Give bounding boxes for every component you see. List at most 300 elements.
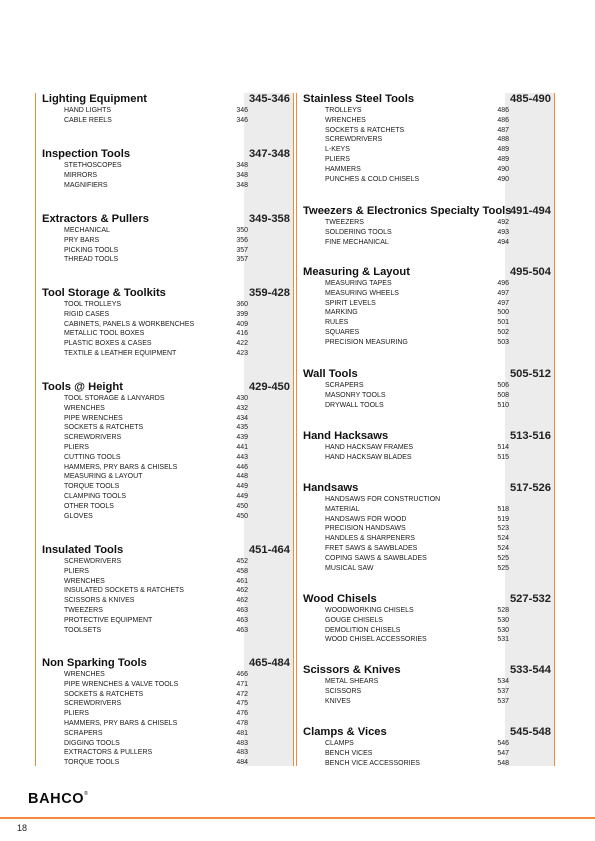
- entry-page-number: 548: [497, 759, 509, 767]
- entry-page-number: 430: [236, 395, 248, 402]
- entry-label: WRENCHES: [325, 116, 366, 124]
- toc-entry: [64, 699, 248, 709]
- entry-page-number: 496: [497, 280, 509, 287]
- entry-page-number: 476: [236, 710, 248, 718]
- section-title: Measuring & Layout: [303, 266, 410, 278]
- toc-entry: [325, 328, 509, 338]
- toc-entry: [64, 181, 248, 191]
- entry-page-number: 503: [497, 338, 509, 346]
- entry-page-number: 493: [497, 228, 509, 236]
- entry-label: MUSICAL SAW: [325, 564, 374, 572]
- entry-label: STETHOSCOPES: [64, 162, 122, 169]
- entry-page-number: 452: [236, 558, 248, 565]
- entry-label: METAL SHEARS: [325, 678, 379, 685]
- section-page-range: 359-428: [248, 287, 290, 299]
- entry-page-number: 472: [236, 690, 248, 698]
- section-item-list: [325, 443, 509, 463]
- entry-label: MASONRY TOOLS: [325, 391, 386, 399]
- entry-label: SPIRIT LEVELS: [325, 299, 376, 307]
- entry-page-number: 463: [236, 606, 248, 614]
- entry-page-number: 537: [497, 697, 509, 705]
- toc-entry: [64, 423, 248, 433]
- entry-page-number: 525: [497, 554, 509, 562]
- toc-entry: [325, 338, 509, 348]
- entry-label: PIPE WRENCHES: [64, 414, 123, 422]
- entry-page-number: 439: [236, 434, 248, 442]
- entry-label: FRET SAWS & SAWBLADES: [325, 544, 418, 552]
- toc-entry: [325, 135, 509, 145]
- section-title: Stainless Steel Tools: [303, 93, 415, 105]
- entry-label: PIPE WRENCHES & VALVE TOOLS: [64, 680, 179, 688]
- entry-page-number: 518: [497, 505, 509, 513]
- section-page-range: 345-346: [248, 93, 290, 105]
- entry-label: BENCH VICES: [325, 749, 373, 757]
- toc-entry: [64, 502, 248, 512]
- toc-entry: [64, 512, 248, 522]
- toc-entry: [64, 472, 248, 482]
- entry-label: PROTECTIVE EQUIPMENT: [64, 616, 153, 624]
- entry-label: PLASTIC BOXES & CASES: [64, 340, 152, 348]
- entry-page-number: 481: [236, 729, 248, 737]
- toc-entry: [325, 308, 509, 318]
- entry-label: GLOVES: [64, 512, 93, 520]
- toc-entry: [64, 482, 248, 492]
- toc-entry: [325, 616, 509, 626]
- entry-page-number: 443: [236, 453, 248, 461]
- section-title: Lighting Equipment: [42, 93, 148, 105]
- entry-label: DIGGING TOOLS: [64, 739, 120, 747]
- section-page-range: 485-490: [509, 93, 551, 105]
- entry-label: CLAMPING TOOLS: [64, 492, 126, 500]
- section-item-list: [325, 677, 509, 706]
- entry-page-number: 531: [497, 636, 509, 644]
- entry-label: GOUGE CHISELS: [325, 616, 383, 624]
- section-item-list: [325, 495, 509, 573]
- toc-entry: [64, 171, 248, 181]
- toc-entry: [325, 318, 509, 328]
- section-title: Tool Storage & Toolkits: [42, 287, 166, 299]
- toc-entry: [325, 544, 509, 554]
- entry-label: HAND LIGHTS: [64, 107, 112, 114]
- entry-page-number: 492: [497, 219, 509, 226]
- entry-label: TWEEZERS: [64, 606, 103, 614]
- entry-label: OTHER TOOLS: [64, 502, 114, 510]
- toc-entry: [64, 690, 248, 700]
- entry-page-number: 462: [236, 587, 248, 595]
- toc-entry: [325, 515, 509, 525]
- entry-label: WOODWORKING CHISELS: [325, 607, 414, 614]
- entry-label: PLIERS: [325, 155, 350, 163]
- toc-entry: [64, 226, 248, 236]
- toc-entry: [64, 443, 248, 453]
- entry-label: MEASURING TAPES: [325, 280, 392, 287]
- entry-label: CUTTING TOOLS: [64, 453, 121, 461]
- entry-label: TOOL STORAGE & LANYARDS: [64, 395, 165, 402]
- entry-page-number: 523: [497, 525, 509, 533]
- section-page-range: 533-544: [509, 664, 551, 676]
- entry-page-number: 458: [236, 567, 248, 575]
- entry-page-number: 494: [497, 238, 509, 246]
- entry-label: BENCH VICE ACCESSORIES: [325, 759, 420, 767]
- entry-label: TOOL TROLLEYS: [64, 301, 122, 308]
- toc-entry: [325, 534, 509, 544]
- entry-label: SCREWDRIVERS: [64, 558, 122, 565]
- entry-label: THREAD TOOLS: [64, 256, 119, 264]
- toc-entry: [64, 300, 248, 310]
- entry-label: INSULATED SOCKETS & RATCHETS: [64, 587, 184, 595]
- section-title: Wood Chisels: [303, 593, 377, 605]
- section-page-range: 347-348: [248, 148, 290, 160]
- toc-entry: [325, 228, 509, 238]
- toc-entry: [325, 759, 509, 769]
- entry-page-number: 490: [497, 175, 509, 183]
- toc-entry: [325, 401, 509, 411]
- entry-page-number: 348: [236, 171, 248, 179]
- entry-page-number: 357: [236, 246, 248, 254]
- toc-entry: [64, 339, 248, 349]
- entry-label: RIGID CASES: [64, 310, 110, 318]
- section-title: Tweezers & Electronics Specialty Tools: [303, 205, 512, 217]
- column-divider: [35, 93, 36, 766]
- toc-entry: [64, 626, 248, 636]
- entry-page-number: 346: [236, 116, 248, 124]
- entry-page-number: 530: [497, 626, 509, 634]
- entry-label: L-KEYS: [325, 146, 350, 154]
- toc-entry: [325, 524, 509, 534]
- toc-entry: [64, 567, 248, 577]
- entry-label: SCREWDRIVERS: [64, 434, 122, 442]
- entry-page-number: 450: [236, 502, 248, 510]
- entry-label: WRENCHES: [64, 404, 105, 412]
- entry-page-number: 463: [236, 616, 248, 624]
- entry-page-number: 348: [236, 162, 248, 169]
- entry-label: HAND HACKSAW BLADES: [325, 453, 412, 461]
- section-title: Tools @ Height: [42, 381, 123, 393]
- entry-page-number: 356: [236, 236, 248, 244]
- entry-label: HANDSAWS FOR CONSTRUCTION MATERIAL: [325, 496, 441, 513]
- entry-label: TWEEZERS: [325, 219, 364, 226]
- section-item-list: [64, 394, 248, 521]
- entry-label: DEMOLITION CHISELS: [325, 626, 401, 634]
- toc-entry: [64, 433, 248, 443]
- toc-entry: [325, 299, 509, 309]
- entry-page-number: 546: [497, 740, 509, 747]
- footer-divider: [0, 817, 595, 819]
- section-page-range: 465-484: [248, 657, 290, 669]
- toc-entry: [64, 329, 248, 339]
- toc-entry: [325, 453, 509, 463]
- entry-label: MARKING: [325, 309, 358, 317]
- section-item-list: [325, 739, 509, 768]
- section-page-range: 517-526: [509, 482, 551, 494]
- entry-label: METALLIC TOOL BOXES: [64, 330, 145, 338]
- entry-label: SOCKETS & RATCHETS: [64, 690, 144, 698]
- entry-label: RULES: [325, 319, 349, 327]
- section-page-range: 495-504: [509, 266, 551, 278]
- entry-page-number: 489: [497, 146, 509, 154]
- toc-entry: [325, 155, 509, 165]
- toc-entry: [325, 126, 509, 136]
- toc-entry: [325, 145, 509, 155]
- toc-entry: [64, 739, 248, 749]
- entry-page-number: 449: [236, 492, 248, 500]
- entry-page-number: 500: [497, 309, 509, 317]
- entry-page-number: 547: [497, 749, 509, 757]
- entry-page-number: 435: [236, 424, 248, 432]
- entry-page-number: 466: [236, 671, 248, 678]
- toc-entry: [64, 616, 248, 626]
- entry-label: KNIVES: [325, 697, 351, 705]
- entry-label: CLAMPS: [325, 740, 354, 747]
- entry-label: FINE MECHANICAL: [325, 238, 389, 246]
- entry-label: SCISSORS: [325, 687, 362, 695]
- entry-label: TOOLSETS: [64, 626, 102, 634]
- entry-label: SCRAPERS: [325, 382, 364, 389]
- entry-label: COPING SAWS & SAWBLADES: [325, 554, 427, 562]
- entry-label: TORQUE TOOLS: [64, 759, 120, 767]
- entry-page-number: 483: [236, 739, 248, 747]
- entry-page-number: 409: [236, 320, 248, 328]
- entry-page-number: 350: [236, 227, 248, 234]
- entry-page-number: 432: [236, 404, 248, 412]
- entry-page-number: 441: [236, 443, 248, 451]
- entry-page-number: 475: [236, 700, 248, 708]
- entry-page-number: 524: [497, 535, 509, 543]
- toc-entry: [64, 680, 248, 690]
- toc-entry: [325, 381, 509, 391]
- toc-entry: [64, 255, 248, 265]
- section-item-list: [325, 218, 509, 247]
- entry-label: SCREWDRIVERS: [325, 136, 383, 144]
- entry-page-number: 471: [236, 680, 248, 688]
- section-item-list: [325, 381, 509, 410]
- entry-label: MAGNIFIERS: [64, 181, 108, 189]
- toc-entry: [325, 626, 509, 636]
- entry-label: PLIERS: [64, 710, 89, 718]
- toc-entry: [325, 238, 509, 248]
- section-title: Insulated Tools: [42, 544, 124, 556]
- entry-page-number: 514: [497, 444, 509, 451]
- toc-entry: [325, 749, 509, 759]
- section-page-range: 429-450: [248, 381, 290, 393]
- entry-label: HAND HACKSAW FRAMES: [325, 444, 414, 451]
- toc-entry: [64, 106, 248, 116]
- toc-entry: [325, 687, 509, 697]
- entry-page-number: 508: [497, 391, 509, 399]
- entry-label: WOOD CHISEL ACCESSORIES: [325, 636, 427, 644]
- toc-entry: [325, 635, 509, 645]
- entry-page-number: 416: [236, 330, 248, 338]
- column-divider: [296, 93, 297, 766]
- section-item-list: [64, 226, 248, 265]
- entry-page-number: 488: [497, 136, 509, 144]
- entry-label: DRYWALL TOOLS: [325, 401, 384, 409]
- entry-page-number: 486: [497, 107, 509, 114]
- entry-page-number: 449: [236, 483, 248, 491]
- entry-label: PRECISION MEASURING: [325, 338, 408, 346]
- entry-page-number: 423: [236, 349, 248, 357]
- section-title: Extractors & Pullers: [42, 213, 149, 225]
- entry-label: HAMMERS, PRY BARS & CHISELS: [64, 463, 178, 471]
- section-item-list: [325, 606, 509, 645]
- toc-entry: [325, 116, 509, 126]
- entry-label: HANDLES & SHARPENERS: [325, 535, 415, 543]
- toc-entry: [64, 463, 248, 473]
- toc-entry: [325, 606, 509, 616]
- section-item-list: [325, 279, 509, 348]
- entry-label: HAMMERS: [325, 165, 361, 173]
- entry-label: PRECISION HANDSAWS: [325, 525, 406, 533]
- toc-entry: [64, 758, 248, 768]
- entry-label: SCREWDRIVERS: [64, 700, 122, 708]
- entry-page-number: 348: [236, 181, 248, 189]
- toc-entry: [64, 116, 248, 126]
- entry-page-number: 446: [236, 463, 248, 471]
- entry-label: TEXTILE & LEATHER EQUIPMENT: [64, 349, 177, 357]
- section-title: Inspection Tools: [42, 148, 131, 160]
- section-title: Scissors & Knives: [303, 664, 401, 676]
- toc-entry: [325, 739, 509, 749]
- entry-page-number: 501: [497, 319, 509, 327]
- entry-page-number: 448: [236, 473, 248, 481]
- toc-entry: [325, 697, 509, 707]
- toc-entry: [64, 748, 248, 758]
- toc-entry: [325, 106, 509, 116]
- toc-entry: [325, 175, 509, 185]
- toc-entry: [64, 719, 248, 729]
- toc-entry: [325, 677, 509, 687]
- entry-page-number: 519: [497, 515, 509, 523]
- entry-page-number: 497: [497, 299, 509, 307]
- toc-entry: [64, 596, 248, 606]
- section-title: Wall Tools: [303, 368, 358, 380]
- toc-entry: [64, 404, 248, 414]
- entry-page-number: 462: [236, 597, 248, 605]
- bahco-logo: BAHCO®: [28, 791, 89, 807]
- entry-page-number: 534: [497, 678, 509, 685]
- section-title: Handsaws: [303, 482, 359, 494]
- toc-entry: [325, 443, 509, 453]
- toc-entry: [64, 670, 248, 680]
- section-page-range: 349-358: [248, 213, 290, 225]
- entry-page-number: 489: [497, 155, 509, 163]
- entry-page-number: 450: [236, 512, 248, 520]
- section-page-range: 513-516: [509, 430, 551, 442]
- entry-page-number: 497: [497, 289, 509, 297]
- toc-entry: [64, 586, 248, 596]
- entry-label: SQUARES: [325, 328, 360, 336]
- toc-entry: [64, 709, 248, 719]
- entry-label: PICKING TOOLS: [64, 246, 119, 254]
- entry-page-number: 484: [236, 759, 248, 767]
- entry-page-number: 537: [497, 687, 509, 695]
- toc-entry: [325, 165, 509, 175]
- section-item-list: [64, 161, 248, 190]
- section-page-range: 505-512: [509, 368, 551, 380]
- entry-label: SOCKETS & RATCHETS: [64, 424, 144, 432]
- entry-page-number: 360: [236, 301, 248, 308]
- entry-page-number: 486: [497, 116, 509, 124]
- toc-entry: [64, 236, 248, 246]
- entry-label: TORQUE TOOLS: [64, 483, 120, 491]
- section-page-range: 527-532: [509, 593, 551, 605]
- section-item-list: [325, 106, 509, 184]
- entry-label: HANDSAWS FOR WOOD: [325, 515, 407, 523]
- toc-entry: [325, 289, 509, 299]
- entry-page-number: 506: [497, 382, 509, 389]
- entry-page-number: 483: [236, 749, 248, 757]
- toc-entry: [325, 218, 509, 228]
- toc-entry: [64, 453, 248, 463]
- entry-label: MECHANICAL: [64, 227, 110, 234]
- toc-entry: [325, 391, 509, 401]
- section-page-range: 545-548: [509, 726, 551, 738]
- entry-page-number: 478: [236, 719, 248, 727]
- entry-label: HAMMERS, PRY BARS & CHISELS: [64, 719, 178, 727]
- entry-page-number: 528: [497, 607, 509, 614]
- entry-label: MEASURING & LAYOUT: [64, 473, 143, 481]
- entry-page-number: 524: [497, 544, 509, 552]
- entry-label: SOLDERING TOOLS: [325, 228, 392, 236]
- entry-page-number: 515: [497, 453, 509, 461]
- entry-label: PUNCHES & COLD CHISELS: [325, 175, 420, 183]
- section-title: Hand Hacksaws: [303, 430, 389, 442]
- entry-label: WRENCHES: [64, 671, 105, 678]
- entry-page-number: 487: [497, 126, 509, 134]
- entry-label: WRENCHES: [64, 577, 105, 585]
- toc-entry: [64, 320, 248, 330]
- entry-page-number: 434: [236, 414, 248, 422]
- toc-entry: [64, 394, 248, 404]
- entry-label: CABINETS, PANELS & WORKBENCHES: [64, 320, 195, 328]
- entry-label: MIRRORS: [64, 171, 98, 179]
- entry-label: SOCKETS & RATCHETS: [325, 126, 405, 134]
- toc-entry: [64, 310, 248, 320]
- toc-entry: [325, 495, 509, 515]
- entry-label: PLIERS: [64, 443, 89, 451]
- section-item-list: [64, 300, 248, 359]
- toc-entry: [64, 606, 248, 616]
- toc-entry: [64, 492, 248, 502]
- entry-page-number: 510: [497, 401, 509, 409]
- toc-entry: [64, 414, 248, 424]
- section-item-list: [64, 670, 248, 768]
- entry-label: MEASURING WHEELS: [325, 289, 399, 297]
- toc-entry: [325, 279, 509, 289]
- entry-page-number: 530: [497, 616, 509, 624]
- entry-page-number: 357: [236, 256, 248, 264]
- entry-label: PLIERS: [64, 567, 89, 575]
- entry-page-number: 399: [236, 310, 248, 318]
- page-number: 18: [17, 823, 28, 833]
- section-title: Clamps & Vices: [303, 726, 387, 738]
- section-page-range: 451-464: [248, 544, 290, 556]
- toc-entry: [64, 349, 248, 359]
- entry-label: SCRAPERS: [64, 729, 103, 737]
- section-item-list: [64, 557, 248, 635]
- toc-entry: [64, 246, 248, 256]
- toc-entry: [64, 161, 248, 171]
- toc-entry: [64, 557, 248, 567]
- entry-page-number: 461: [236, 577, 248, 585]
- entry-label: EXTRACTORS & PULLERS: [64, 749, 153, 757]
- section-item-list: [64, 106, 248, 126]
- entry-page-number: 525: [497, 564, 509, 572]
- section-title: Non Sparking Tools: [42, 657, 147, 669]
- entry-label: PRY BARS: [64, 236, 100, 244]
- entry-label: CABLE REELS: [64, 116, 112, 124]
- toc-entry: [64, 577, 248, 587]
